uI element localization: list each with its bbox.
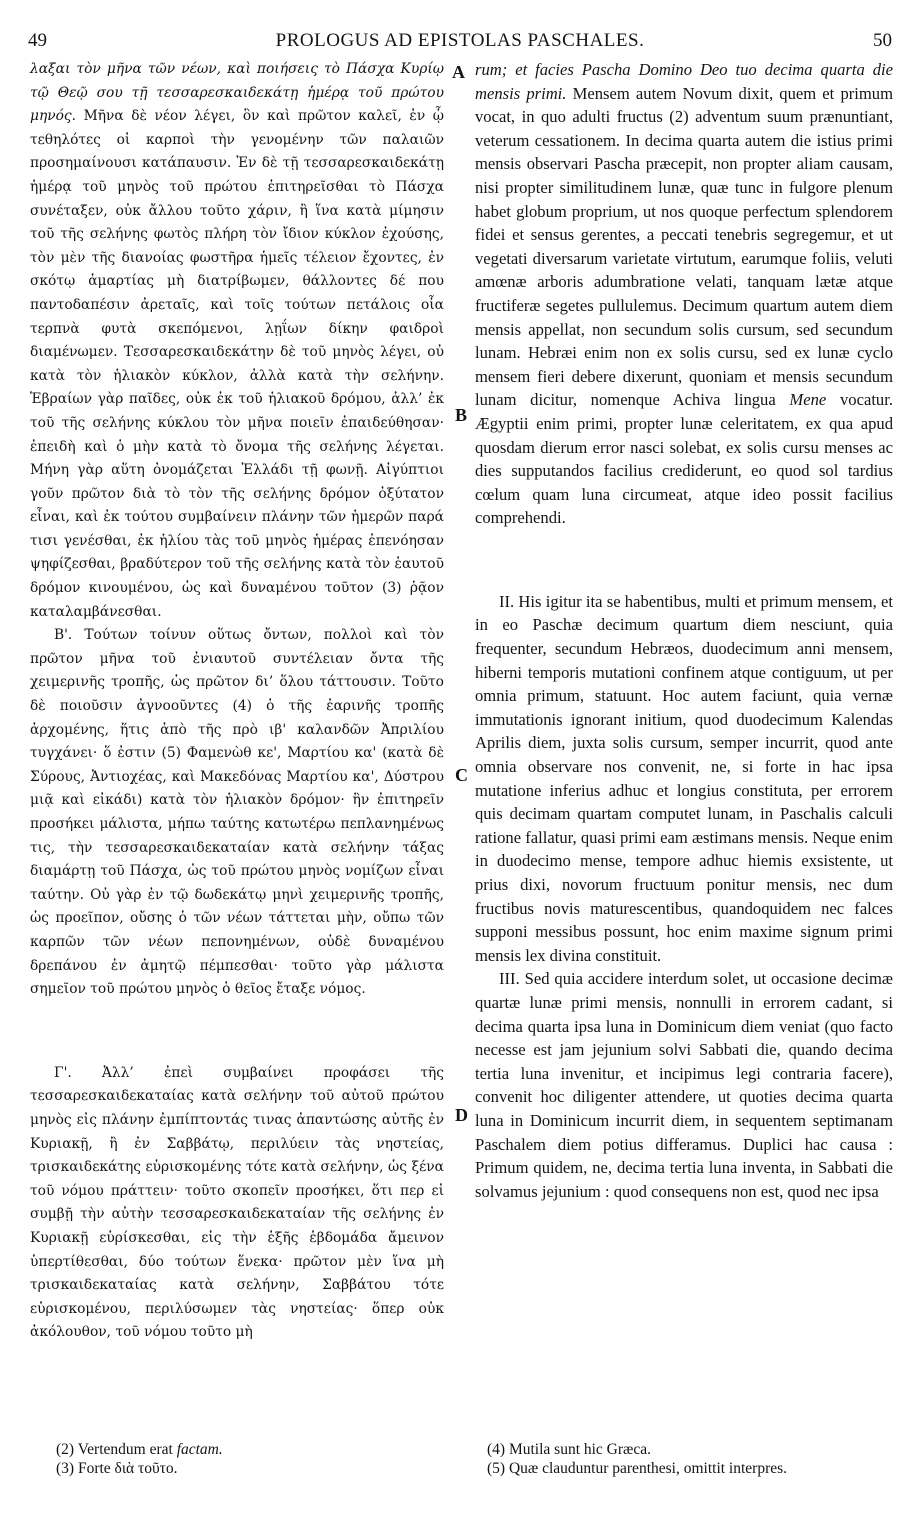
- running-header: [28, 30, 892, 56]
- latin-column: [475, 58, 893, 1203]
- footnote-5: (5) Quæ clauduntur parenthesi, omittit interpres.: [487, 1460, 788, 1477]
- footnotes-right: [487, 1440, 887, 1478]
- greek-scripture-quote: λαξαι τὸν μῆνα τῶν νέων, καὶ ποιήσεις τὸ Πάσχα Κυρίῳ τῷ Θεῷ σου τῇ τεσσαρεσκαιδεκάτῃ ἡμέρᾳ τοῦ πρώτου μηνός.: [30, 61, 444, 125]
- footnote-2: (2) Vertendum erat factam.: [56, 1441, 223, 1458]
- greek-paragraph-2: Β'. Τούτων τοίνυν οὕτως ὄντων, πολλοὶ καὶ τὸν πρῶτον μῆνα τοῦ ἐνιαυτοῦ συντέλειαν ὄντα τῆς χειμερινῆς τροπῆς, ὡς πρῶτον δι’ ὅλου τάττουσιν. Τοῦτο δὲ ποιοῦσιν ἀγνοοῦντες (4) ὁ τῆς ἐαρινῆς τροπῆς ἀρχομένης, ἥτις ἀπὸ τῆς πρὸ ιβ' καλανδῶν Ἀπριλίου τυγχάνει· ὅ ἐστιν (5) Φαμενὼθ κε', Μαρτίου κα' (κατὰ δὲ Σύρους, Ἀντιοχέας, καὶ Μακεδόνας Μαρτίου κα', Δύστρου μιᾷ καὶ εἰκάδι) κατὰ τὸν ἡλιακὸν δρόμον· ἣν ἐπιτηρεῖν προσήκει μάλιστα, μήπω ταύτης κατωτέρω πεπλανημένως τις, τὴν τεσσαρεσκαιδεκαταίαν κατὰ σελήνην τάξας διαμάρτῃ τοῦ Πάσχα, ὡς τοῦ πρώτου μηνὸς νομίζων εἶναι ταύτην. Οὐ γὰρ ἐν τῷ δωδεκάτῳ μηνὶ χειμερινῆς τροπῆς, ὡς προεῖπον, οὔσης ὁ τῶν νέων τάττεται μὴν, οὔπω τῶν καρπῶν τῶν νέων πεπονημένων, οὐδὲ δυναμένου δρεπάνου ἐν ἀμητῷ πέμπεσθαι· τοῦτο γὰρ μάλιστα σημεῖον τοῦ πρώτου μηνὸς ὁ θεῖος ἔταξε νόμος.: [30, 627, 444, 998]
- greek-paragraph-3: Γ'. Ἀλλ’ ἐπεὶ συμβαίνει προφάσει τῆς τεσσαρεσκαιδεκαταίας κατὰ σελήνην τοῦ αὐτοῦ πρώτου μηνὸς εἰς πλάνην ἐμπίπτοντάς τινας ἀπαντώσης αὐτῆς ἐν Κυριακῇ, ἢ ἐν Σαββάτῳ, περιλύειν τὰς νηστείας, τρισκαιδεκάτης εὑρισκομένης τότε κατὰ σελήνην, ὡς ξένα τοῦ νόμου πράττειν· τοῦτο σκοπεῖν προσήκει, ὅτι περ εἰ συμβῇ τὴν αὐτὴν τεσσαρεσκαιδεκαταίαν τῆς σελήνης ἐν Κυριακῇ εὑρίσκεσθαι, εἰς τὴν ἑξῆς ἑβδομάδα ἄμεινον ὑπερτίθεσθαι, δύο τούτων ἕνεκα· πρῶτον μὲν ἵνα μὴ τρισκαιδεκαταίας κατὰ σελήνην, Σαββάτου τότε εὑρισκομένου, περιλύσωμεν τὰς νηστείας· ὅπερ οὐκ ἀκόλουθον, τοῦ νόμου τοῦτο μὴ: [30, 1064, 444, 1341]
- greek-paragraph-1: [30, 58, 444, 624]
- latin-paragraph-1-end: vocatur. Ægyptii enim primi, propter lunæ celeritatem, ex qua apud quosdam dierum error nasci solebat, ex solis cursu menses ac dies supputandos facilius crediderunt, eo quod sol tardius cœlum quam luna circumeat, atque ideo possit facilius comprehendi.: [475, 390, 893, 528]
- page-number-right: 50: [873, 30, 892, 51]
- latin-word-mene: Mene: [789, 390, 827, 410]
- running-title: PROLOGUS AD EPISTOLAS PASCHALES.: [275, 30, 645, 51]
- latin-paragraph-3: III. Sed quia accidere interdum solet, ut occasione decimæ quartæ lunæ primi mensis, nonnulli in errorem cadant, si decima quarta ipsa luna in Dominicum diem veniat (quo facto necesse est jam jejunium solvi Sabbati die, quando decima tertia luna invenitur, et incipimus legi contraria facere), convenit hoc diligenter attendere, ut quoties decima quarta luna in Dominicum incurrit diem, in sequentem septimanam Paschalem diem potius differamus. Duplici hac causa : Primum quidem, ne, decima tertia luna inventa, in Sabbati die solvamus jejunium : quod consequens non est, quod nec ipsa: [475, 969, 893, 1201]
- margin-letter-b: B: [455, 405, 468, 425]
- footnote-3: (3) Forte διὰ τοῦτο.: [56, 1460, 178, 1477]
- footnotes-left: [56, 1440, 436, 1478]
- greek-paragraph-1-text: Μῆνα δὲ νέον λέγει, ὃν καὶ πρῶτον καλεῖ, ἐν ᾧ τεθηλότες οἱ καρποὶ τὴν γενομένην τῶν παλαιῶν προσημαίνουσι κατάπαυσιν. Ἐν δὲ τῇ τεσσαρεσκαιδεκάτῃ ἡμέρᾳ τοῦ μηνὸς τοῦ πρώτου ἐπιτηρεῖσθαι τὸ Πάσχα συνέταξεν, οὐκ ἄλλου τοῦτο χάριν, ἢ ἵνα κατὰ μίμησιν τοῦ τῆς σελήνης φωτὸς πλήρη τὸν ἴδιον κύκλον ἐχούσης, τὸν μὲν τῆς διανοίας φωστῆρα ἡμεῖς τέλειον ἔχοντες, ἐν σκότῳ ἁμαρτίας μὴ διατρίβωμεν, θάλλοντες δέ που παντοδαπέσιν ἀρεταῖς, καὶ τοῖς τούτων πετάλοις οἷα τερπνὰ φυτὰ σκεπόμενοι, λῃΐων δίκην φαιδροὶ διαμένωμεν. Τεσσαρεσκαιδεκάτην δὲ τοῦ μηνὸς λέγει, οὐ κατὰ τὸν ἡλιακὸν κύκλον, ἀλλὰ κατὰ τὴν σελήνην. Ἑβραίων γὰρ παῖδες, οὐκ ἐκ τοῦ ἡλιακοῦ δρόμου, ἀλλ’ ἐκ τοῦ τῆς σελήνης κύκλου τὸν μῆνα ποιεῖν ἐπαιδεύθησαν· ἐπειδὴ καὶ ὁ μὴν κατὰ τὸ ὄνομα τῆς σελήνης λέγεται. Μήνη γὰρ αὕτη ὀνομάζεται Ἑλλάδι τῇ φωνῇ. Αἰγύπτιοι γοῦν πρῶτον διὰ τὸ τὸν τῆς σελήνης δρόμον ὀξύτατον εἶναι, καὶ ἐκ τούτου συμβαίνειν πλάνην τῶν ἡμερῶν παρά τισι γενέσθαι, ἐκ ἡλίου τὰς τοῦ μηνὸς ἡμέρας ἐπενόησαν ψηφίζεσθαι, βραδύτερον τοῦ τῆς σελήνης κατὰ τὸν ἑαυτοῦ δρόμον κινουμένου, ὡς καὶ δυναμένου τοῦτον (3) ῥᾷον καταλαμβάνεσθαι.: [30, 108, 444, 620]
- latin-paragraph-1-text: Mensem autem Novum dixit, quem et primum vocat, in quo adulti fructus (2) adventum suum prænuntiant, veterum cessationem. In decima quarta autem die istius primi mensis observari Pascha præcepit, non propter aliam causam, nisi propter similitudinem lunæ, quæ tunc in fulgore plenum habet globum proprium, ut nos quoque perfectum splendorem fidei et sensus gerentes, a peccati tenebris segregemur, et ut vegetati diversarum varietate virtutum, earumque foliis, veluti amœnæ arboris adumbratione velati, tanquam lætæ atque fructiferæ segetes pullulemus. Decimum quartum autem diem mensis appellat, non secundum solis cursum, sed secundum lunam. Hebræi enim non ex solis cursu, sed ex lunæ cyclo mensem fieri debere dixerunt, quoniam et mensis secundum lunam dicitur, nomenque Achiva lingua: [475, 83, 893, 410]
- page-number-left: 49: [28, 30, 47, 51]
- footnote-4: (4) Mutila sunt hic Græca.: [487, 1441, 652, 1458]
- latin-paragraph-1: [475, 58, 893, 530]
- latin-paragraph-2: II. His igitur ita se habentibus, multi et primum mensem, et in eo Paschæ decimum quartum diem nesciunt, quia frequenter, secundum Hebræos, duodecimum anni mensem, hiberni temporis mutationi confinem atque contiguum, ut per omnia primum, statuunt. Hoc autem faciunt, quia vernæ immutationis ignorant initium, quod duodecimum Kalendas Aprilis diem, juxta solis cursum, semper incurrit, quod ante omnia observare nos convenit, ne, si forte in hac ipsa mutatione inferius adhuc et longius constituta, per errorem quis decimam quartam computet lunam, in Paschalis calculi ratione fallatur, quasi primi eam æstimans mensis. Neque enim in duodecimo mense, tempore adhuc hiemis exsistente, ut prius dixi, novorum fructuum ponitur mensis, nec dum fructibus novis maturescentibus, quandoquidem nec falces supponi messibus possunt, hoc enim maxime signum primi mensis lex divina constituit.: [475, 591, 893, 965]
- margin-letter-c: C: [455, 765, 468, 785]
- greek-column: [30, 58, 444, 1345]
- latin-scripture-quote: rum; et facies Pascha Domino Deo tuo decima quarta die mensis primi.: [475, 60, 893, 103]
- margin-letter-a: A: [452, 62, 465, 82]
- margin-letter-d: D: [455, 1105, 468, 1125]
